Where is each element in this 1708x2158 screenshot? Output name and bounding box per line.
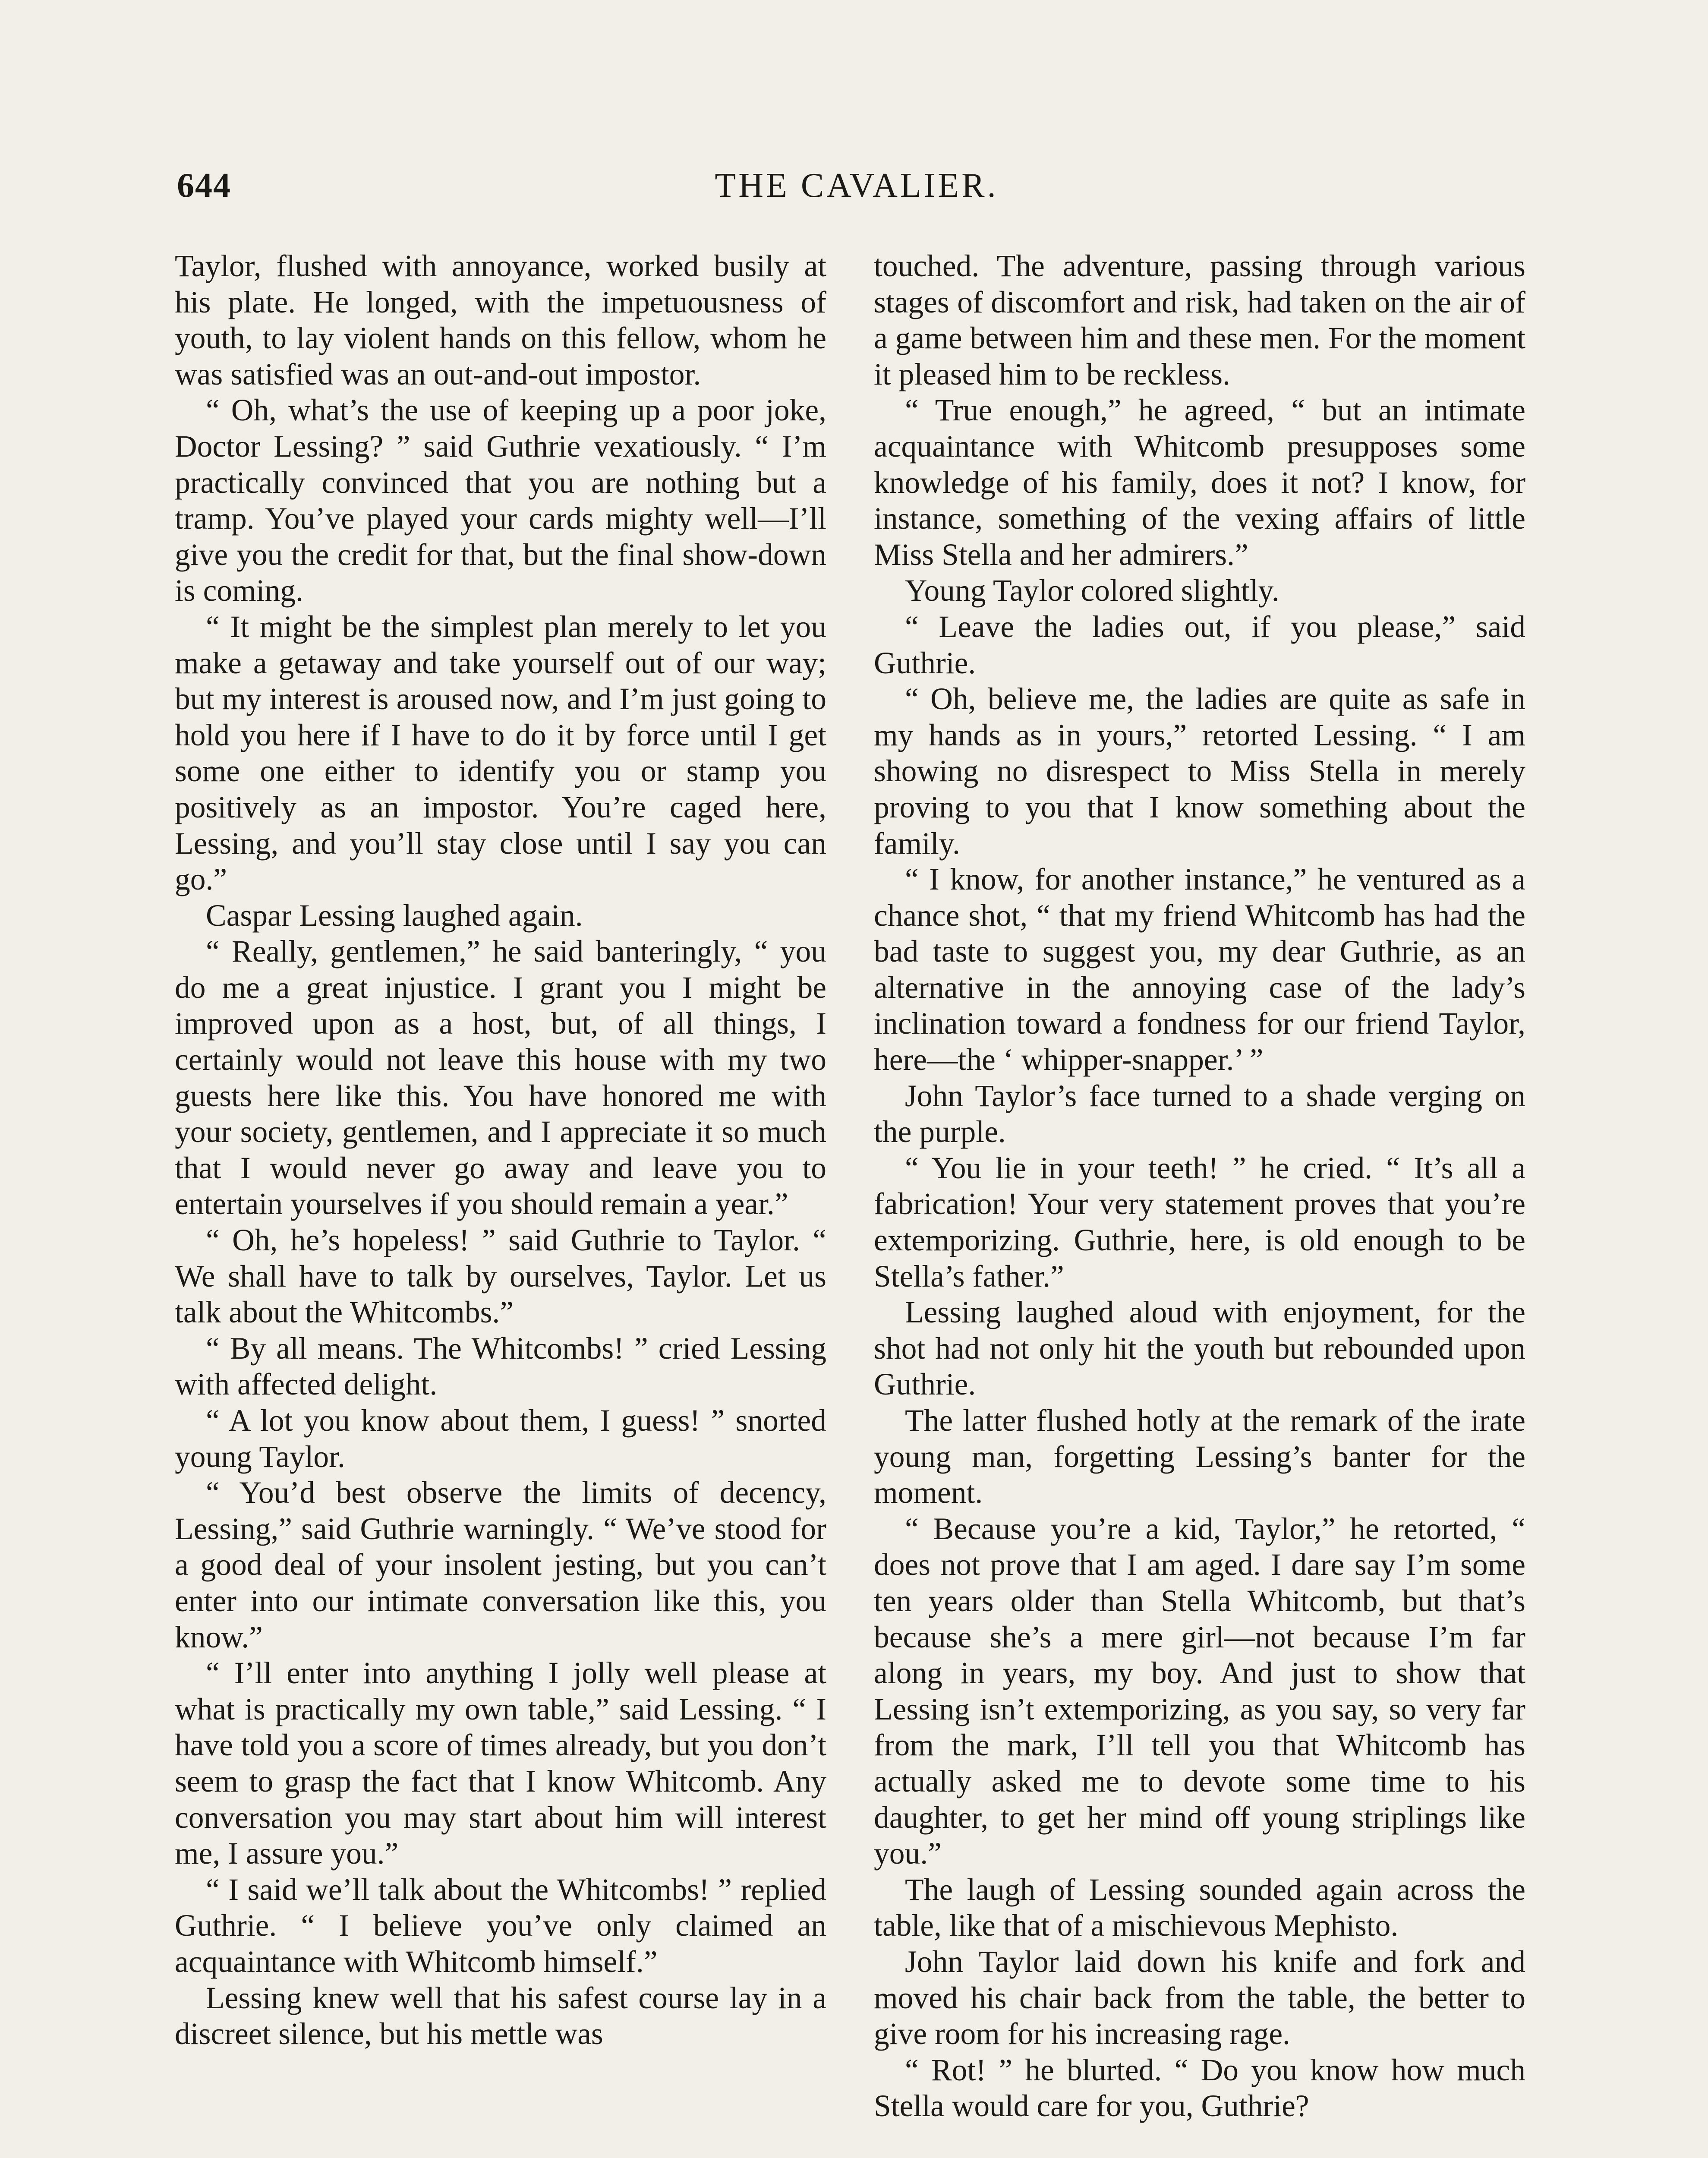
- right-column: [874, 248, 1525, 2124]
- paragraph: John Taylor laid down his knife and fork and moved his chair back from the table, the better to give room for his increasing rage.: [874, 1944, 1525, 2051]
- paragraph: “ Oh, he’s hopeless! ” said Guthrie to Taylor. “ We shall have to talk by ourselves, Taylor. Let us talk about the Whitcombs.”: [175, 1223, 826, 1330]
- paragraph: Taylor, flushed with annoyance, worked busily at his plate. He longed, with the impetuousness of youth, to lay violent hands on this fellow, whom he was satisfied was an out-and-out impostor.: [175, 249, 826, 391]
- paragraph: John Taylor’s face turned to a shade verging on the purple.: [874, 1079, 1525, 1149]
- paragraph: The latter flushed hotly at the remark of the irate young man, forgetting Lessing’s banter for the moment.: [874, 1404, 1525, 1510]
- paragraph: “ By all means. The Whitcombs! ” cried Lessing with affected delight.: [175, 1331, 826, 1402]
- paragraph: “ I know, for another instance,” he ventured as a chance shot, “ that my friend Whitcomb has had the bad taste to suggest you, my dear Guthrie, as an alternative in the annoying case of the lady’s inclination toward a fondness for our friend Taylor, here—the ‘ whipper-snapper.’ ”: [874, 862, 1525, 1077]
- page-header: [177, 166, 1536, 214]
- paragraph: “ True enough,” he agreed, “ but an intimate acquaintance with Whitcomb presupposes some knowledge of his family, does it not? I know, for instance, something of the vexing affairs of little Miss Stella and her admirers.”: [874, 393, 1525, 572]
- paragraph: “ Really, gentlemen,” he said banteringly, “ you do me a great injustice. I grant you I might be improved upon as a host, but, of all things, I certainly would not leave this house with my two guests here like this. You have honored me with your society, gentlemen, and I appreciate it so much that I would never go away and leave you to entertain yourselves if you should remain a year.”: [175, 934, 826, 1221]
- paragraph: “ Oh, believe me, the ladies are quite as safe in my hands as in yours,” retorted Lessing. “ I am showing no disrespect to Miss Stella in merely proving to you that I know something about the family.: [874, 682, 1525, 861]
- paragraph: “ I said we’ll talk about the Whitcombs! ” replied Guthrie. “ I believe you’ve only claimed an acquaintance with Whitcomb himself.”: [175, 1872, 826, 1979]
- paragraph: “ You’d best observe the limits of decency, Lessing,” said Guthrie warningly. “ We’ve stood for a good deal of your insolent jesting, but you can’t enter into our intimate conversation like this, you know.”: [175, 1476, 826, 1654]
- page-number: 644: [177, 167, 231, 205]
- paragraph: “ A lot you know about them, I guess! ” snorted young Taylor.: [175, 1404, 826, 1474]
- paragraph: “ Leave the ladies out, if you please,” said Guthrie.: [874, 609, 1525, 680]
- paragraph: “ Because you’re a kid, Taylor,” he retorted, “ does not prove that I am aged. I dare say I’m some ten years older than Stella Whitcomb, but that’s because she’s a mere girl—not because I’m far along in years, my boy. And just to show that Lessing isn’t extemporizing, as you say, so very far from the mark, I’ll tell you that Whitcomb has actually asked me to devote some time to his daughter, to get her mind off young striplings like you.”: [874, 1511, 1525, 1871]
- paragraph: “ It might be the simplest plan merely to let you make a getaway and take yourself out of our way; but my interest is aroused now, and I’m just going to hold you here if I have to do it by force until I get some one either to identify you or stamp you positively as an impostor. You’re caged here, Lessing, and you’ll stay close until I say you can go.”: [175, 609, 826, 897]
- paragraph: “ I’ll enter into anything I jolly well please at what is practically my own table,” said Lessing. “ I have told you a score of times already, but you don’t seem to grasp the fact that I know Whitcomb. Any conversation you may start about him will interest me, I assure you.”: [175, 1656, 826, 1871]
- paragraph: “ You lie in your teeth! ” he cried. “ It’s all a fabrication! Your very statement proves that you’re extemporizing. Guthrie, here, is old enough to be Stella’s father.”: [874, 1151, 1525, 1294]
- paragraph: touched. The adventure, passing through various stages of discomfort and risk, had taken on the air of a game between him and these men. For the moment it pleased him to be reckless.: [874, 249, 1525, 391]
- left-column: [175, 248, 826, 2052]
- paragraph: Caspar Lessing laughed again.: [206, 898, 583, 933]
- paragraph: The laugh of Lessing sounded again across the table, like that of a mischievous Mephisto.: [874, 1872, 1525, 1943]
- paragraph: Lessing laughed aloud with enjoyment, for the shot had not only hit the youth but rebounded upon Guthrie.: [874, 1295, 1525, 1402]
- running-title: THE CAVALIER.: [715, 167, 999, 205]
- paragraph: Young Taylor colored slightly.: [905, 574, 1279, 608]
- paragraph: “ Oh, what’s the use of keeping up a poor joke, Doctor Lessing? ” said Guthrie vexatiously. “ I’m practically convinced that you are nothing but a tramp. You’ve played your cards mighty well—I’ll give you the credit for that, but the final show-down is coming.: [175, 393, 826, 608]
- paragraph: Lessing knew well that his safest course lay in a discreet silence, but his mettle was: [175, 1981, 826, 2051]
- paragraph: “ Rot! ” he blurted. “ Do you know how much Stella would care for you, Guthrie?: [874, 2053, 1525, 2123]
